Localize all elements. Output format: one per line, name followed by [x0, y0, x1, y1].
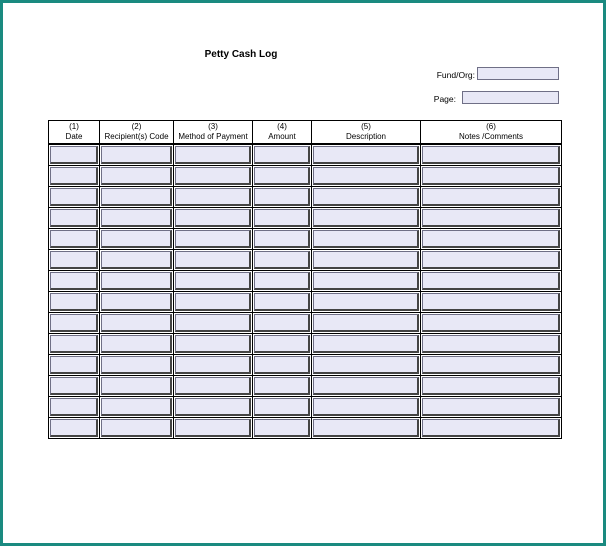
table-cell: [312, 270, 421, 291]
table-row: [49, 417, 562, 438]
table-row: [49, 270, 562, 291]
table-cell: [312, 312, 421, 333]
recipient-code-input[interactable]: [101, 398, 172, 416]
column-number: (5): [361, 122, 371, 131]
table-cell: [49, 165, 100, 186]
recipient-code-input[interactable]: [101, 146, 172, 164]
table-cell: [174, 354, 253, 375]
table-cell: [253, 354, 312, 375]
amount-input[interactable]: [254, 272, 310, 290]
column-label: Notes /Comments: [458, 132, 524, 141]
amount-input[interactable]: [254, 377, 310, 395]
method-of-payment-input[interactable]: [175, 293, 251, 311]
method-of-payment-input[interactable]: [175, 146, 251, 164]
column-number: (3): [208, 122, 218, 131]
petty-cash-table: [48, 120, 562, 439]
description-input[interactable]: [313, 167, 419, 185]
method-of-payment-input[interactable]: [175, 167, 251, 185]
table-cell: [312, 186, 421, 207]
table-cell: [174, 207, 253, 228]
table-cell: [312, 228, 421, 249]
table-cell: [49, 186, 100, 207]
description-input[interactable]: [313, 230, 419, 248]
table-cell: [253, 186, 312, 207]
table-cell: [253, 270, 312, 291]
table-cell: [174, 186, 253, 207]
amount-input[interactable]: [254, 167, 310, 185]
column-header-amount: [253, 121, 312, 145]
table-cell: [312, 354, 421, 375]
recipient-code-input[interactable]: [101, 230, 172, 248]
table-cell: [49, 417, 100, 438]
method-of-payment-input[interactable]: [175, 356, 251, 374]
date-input[interactable]: [50, 377, 98, 395]
description-input[interactable]: [313, 188, 419, 206]
table-cell: [100, 333, 174, 354]
table-cell: [253, 144, 312, 165]
table-cell: [421, 186, 562, 207]
table-cell: [312, 375, 421, 396]
recipient-code-input[interactable]: [101, 377, 172, 395]
table-cell: [421, 354, 562, 375]
notes-comments-input[interactable]: [422, 251, 560, 269]
method-of-payment-input[interactable]: [175, 230, 251, 248]
date-input[interactable]: [50, 398, 98, 416]
column-header-date: [49, 121, 100, 145]
amount-input[interactable]: [254, 335, 310, 353]
table-row: [49, 186, 562, 207]
table-cell: [174, 270, 253, 291]
amount-input[interactable]: [254, 398, 310, 416]
table-cell: [49, 333, 100, 354]
amount-input[interactable]: [254, 146, 310, 164]
table-row: [49, 228, 562, 249]
column-label: Date: [65, 132, 83, 141]
table-cell: [253, 207, 312, 228]
table-cell: [100, 312, 174, 333]
table-cell: [100, 375, 174, 396]
table-cell: [421, 396, 562, 417]
date-input[interactable]: [50, 230, 98, 248]
table-cell: [312, 333, 421, 354]
amount-input[interactable]: [254, 293, 310, 311]
table-cell: [100, 144, 174, 165]
table-cell: [174, 333, 253, 354]
method-of-payment-input[interactable]: [175, 314, 251, 332]
table-cell: [312, 144, 421, 165]
method-of-payment-input[interactable]: [175, 398, 251, 416]
notes-comments-input[interactable]: [422, 314, 560, 332]
recipient-code-input[interactable]: [101, 251, 172, 269]
recipient-code-input[interactable]: [101, 356, 172, 374]
recipient-code-input[interactable]: [101, 314, 172, 332]
table-cell: [253, 396, 312, 417]
table-cell: [421, 312, 562, 333]
column-number: (1): [69, 122, 79, 131]
description-input[interactable]: [313, 293, 419, 311]
date-input[interactable]: [50, 419, 98, 437]
description-input[interactable]: [313, 251, 419, 269]
table-row: [49, 165, 562, 186]
table-cell: [174, 228, 253, 249]
page-title: Petty Cash Log: [204, 49, 278, 60]
column-header-notes-comments: [421, 121, 562, 145]
table-cell: [49, 375, 100, 396]
column-number: (2): [131, 122, 142, 131]
description-input[interactable]: [313, 419, 419, 437]
table-cell: [100, 165, 174, 186]
date-input[interactable]: [50, 272, 98, 290]
notes-comments-input[interactable]: [422, 272, 560, 290]
table-cell: [49, 249, 100, 270]
table-row: [49, 144, 562, 165]
column-label: Method of Payment: [178, 132, 248, 141]
table-cell: [421, 270, 562, 291]
notes-comments-input[interactable]: [422, 356, 560, 374]
amount-input[interactable]: [254, 209, 310, 227]
notes-comments-input[interactable]: [422, 146, 560, 164]
table-header-row: [49, 121, 562, 145]
method-of-payment-input[interactable]: [175, 188, 251, 206]
method-of-payment-input[interactable]: [175, 272, 251, 290]
recipient-code-input[interactable]: [101, 272, 172, 290]
table-cell: [100, 396, 174, 417]
notes-comments-input[interactable]: [422, 230, 560, 248]
recipient-code-input[interactable]: [101, 209, 172, 227]
description-input[interactable]: [313, 209, 419, 227]
table-cell: [174, 144, 253, 165]
date-input[interactable]: [50, 188, 98, 206]
table-cell: [100, 249, 174, 270]
table-cell: [421, 228, 562, 249]
table-row: [49, 375, 562, 396]
recipient-code-input[interactable]: [101, 335, 172, 353]
table-cell: [421, 417, 562, 438]
table-cell: [253, 249, 312, 270]
table-cell: [100, 186, 174, 207]
column-label: Amount: [268, 132, 296, 141]
description-input[interactable]: [313, 314, 419, 332]
table-row: [49, 396, 562, 417]
table-cell: [49, 270, 100, 291]
table-cell: [312, 249, 421, 270]
table-cell: [174, 165, 253, 186]
table-cell: [100, 207, 174, 228]
description-input[interactable]: [313, 377, 419, 395]
table-cell: [253, 165, 312, 186]
amount-input[interactable]: [254, 356, 310, 374]
description-input[interactable]: [313, 398, 419, 416]
table-cell: [253, 312, 312, 333]
document-page: [3, 3, 603, 543]
notes-comments-input[interactable]: [422, 293, 560, 311]
table-row: [49, 249, 562, 270]
table-body: [49, 144, 562, 438]
table-cell: [174, 291, 253, 312]
table-cell: [100, 417, 174, 438]
description-input[interactable]: [313, 146, 419, 164]
amount-input[interactable]: [254, 314, 310, 332]
method-of-payment-input[interactable]: [175, 335, 251, 353]
method-of-payment-input[interactable]: [175, 419, 251, 437]
column-header-method-of-payment: [174, 121, 253, 145]
table-cell: [312, 165, 421, 186]
table-cell: [312, 207, 421, 228]
table-cell: [49, 354, 100, 375]
table-cell: [421, 165, 562, 186]
table-cell: [312, 417, 421, 438]
table-row: [49, 291, 562, 312]
amount-input[interactable]: [254, 188, 310, 206]
fund-org-label: Fund/Org:: [436, 70, 475, 80]
date-input[interactable]: [50, 167, 98, 185]
notes-comments-input[interactable]: [422, 377, 560, 395]
table-cell: [253, 228, 312, 249]
table-cell: [100, 291, 174, 312]
amount-input[interactable]: [254, 419, 310, 437]
notes-comments-input[interactable]: [422, 335, 560, 353]
recipient-code-input[interactable]: [101, 419, 172, 437]
table-cell: [421, 333, 562, 354]
table-cell: [100, 354, 174, 375]
notes-comments-input[interactable]: [422, 167, 560, 185]
table-cell: [174, 312, 253, 333]
table-cell: [174, 417, 253, 438]
table-cell: [174, 396, 253, 417]
page-label: Page:: [433, 94, 456, 104]
table-cell: [421, 249, 562, 270]
table-cell: [312, 291, 421, 312]
table-cell: [253, 375, 312, 396]
table-cell: [49, 228, 100, 249]
table-cell: [174, 249, 253, 270]
date-input[interactable]: [50, 251, 98, 269]
column-number: (6): [486, 122, 496, 131]
column-header-description: [312, 121, 421, 145]
table-cell: [421, 207, 562, 228]
column-label: Recipient(s) Code: [104, 132, 169, 141]
table-cell: [49, 312, 100, 333]
page-field[interactable]: [462, 91, 559, 104]
table-cell: [421, 291, 562, 312]
amount-input[interactable]: [254, 230, 310, 248]
table-row: [49, 207, 562, 228]
fund-org-field[interactable]: [477, 67, 559, 80]
table-cell: [253, 333, 312, 354]
column-header-recipient-code: [100, 121, 174, 145]
column-number: (4): [277, 122, 287, 131]
table-cell: [49, 396, 100, 417]
table-cell: [49, 291, 100, 312]
column-label: Description: [345, 132, 386, 141]
date-input[interactable]: [50, 293, 98, 311]
description-input[interactable]: [313, 335, 419, 353]
recipient-code-input[interactable]: [101, 293, 172, 311]
description-input[interactable]: [313, 356, 419, 374]
table-cell: [421, 375, 562, 396]
table-cell: [421, 144, 562, 165]
table-cell: [100, 270, 174, 291]
table-row: [49, 333, 562, 354]
table-cell: [253, 291, 312, 312]
table-row: [49, 312, 562, 333]
table-cell: [312, 396, 421, 417]
notes-comments-input[interactable]: [422, 209, 560, 227]
date-input[interactable]: [50, 356, 98, 374]
table-cell: [49, 144, 100, 165]
recipient-code-input[interactable]: [101, 167, 172, 185]
notes-comments-input[interactable]: [422, 419, 560, 437]
table-cell: [174, 375, 253, 396]
notes-comments-input[interactable]: [422, 398, 560, 416]
date-input[interactable]: [50, 146, 98, 164]
notes-comments-input[interactable]: [422, 188, 560, 206]
table-row: [49, 354, 562, 375]
table-cell: [253, 417, 312, 438]
date-input[interactable]: [50, 335, 98, 353]
date-input[interactable]: [50, 314, 98, 332]
recipient-code-input[interactable]: [101, 188, 172, 206]
method-of-payment-input[interactable]: [175, 251, 251, 269]
table-cell: [100, 228, 174, 249]
date-input[interactable]: [50, 209, 98, 227]
table-cell: [49, 207, 100, 228]
method-of-payment-input[interactable]: [175, 377, 251, 395]
method-of-payment-input[interactable]: [175, 209, 251, 227]
amount-input[interactable]: [254, 251, 310, 269]
description-input[interactable]: [313, 272, 419, 290]
